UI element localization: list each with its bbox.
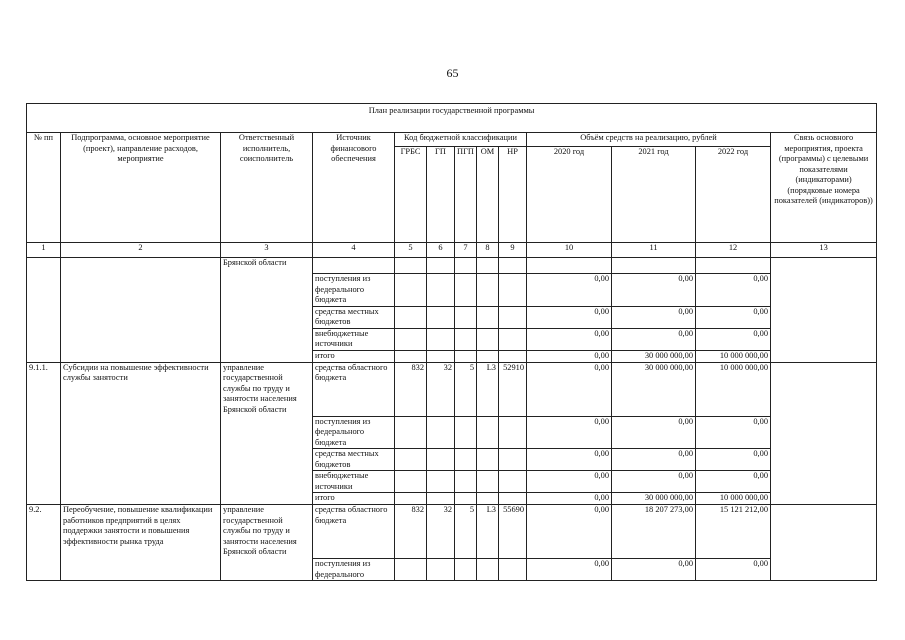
row-link-cell	[771, 362, 877, 505]
col-number: 13	[771, 243, 877, 258]
plan-table	[26, 103, 877, 581]
value-2022: 10 000 000,00	[696, 362, 771, 416]
col-number: 6	[427, 243, 455, 258]
code-om: L3	[477, 362, 499, 416]
col-number: 4	[313, 243, 395, 258]
code-om: L3	[477, 505, 499, 559]
source-cell: средства областного бюджета	[313, 362, 395, 416]
source-cell: поступления из федерального бюджета	[313, 416, 395, 449]
code-pgp: 5	[455, 362, 477, 416]
column-numbers-row	[27, 243, 877, 258]
value-2022: 0,00	[696, 559, 771, 581]
col-number: 9	[499, 243, 527, 258]
col-number: 7	[455, 243, 477, 258]
header-link: Связь основного мероприятия, проекта (программы) с целевыми показателями (индикаторами) (порядковые номера показателей (индикаторов))	[771, 133, 877, 243]
cont-name-cell	[61, 258, 221, 363]
source-cell: внебюджетные источники	[313, 328, 395, 350]
value-2022: 0,00	[696, 449, 771, 471]
cont-link-cell	[771, 258, 877, 363]
header-responsible: Ответственный исполнитель, соисполнитель	[221, 133, 313, 243]
value-2022: 0,00	[696, 328, 771, 350]
value-2022: 15 121 212,00	[696, 505, 771, 559]
header-num: № пп	[27, 133, 61, 243]
cont-responsible: Брянской области	[221, 258, 313, 363]
col-number: 5	[395, 243, 427, 258]
table-title: План реализации государственной программы	[27, 104, 877, 133]
source-cell: поступления из федерального	[313, 559, 395, 581]
value-2022: 0,00	[696, 471, 771, 493]
value-2021: 0,00	[612, 274, 696, 307]
col-number: 11	[612, 243, 696, 258]
header-2022: 2022 год	[696, 147, 771, 243]
header-grbs: ГРБС	[395, 147, 427, 243]
header-np: НР	[499, 147, 527, 243]
value-2021: 30 000 000,00	[612, 350, 696, 362]
value-2020: 0,00	[527, 362, 612, 416]
header-budget-code: Код бюджетной классификации	[395, 133, 527, 147]
value-2020: 0,00	[527, 350, 612, 362]
row-name: Переобучение, повышение квалификации работников предприятий в целях поддержки занятости и повышения эффективности рынка труда	[61, 505, 221, 581]
col-number: 2	[61, 243, 221, 258]
cont-num-cell	[27, 258, 61, 363]
value-2020: 0,00	[527, 493, 612, 505]
value-2020: 0,00	[527, 559, 612, 581]
header-source: Источник финансового обеспечения	[313, 133, 395, 243]
row-number: 9.2.	[27, 505, 61, 581]
value-2022: 0,00	[696, 416, 771, 449]
code-gp: 32	[427, 505, 455, 559]
value-2021: 0,00	[612, 416, 696, 449]
value-2021: 0,00	[612, 328, 696, 350]
header-2020: 2020 год	[527, 147, 612, 243]
col-number: 3	[221, 243, 313, 258]
row-name: Субсидии на повышение эффективности службы занятости	[61, 362, 221, 505]
col-number: 1	[27, 243, 61, 258]
value-2020: 0,00	[527, 449, 612, 471]
value-2020: 0,00	[527, 328, 612, 350]
code-np: 55690	[499, 505, 527, 559]
code-grbs: 832	[395, 362, 427, 416]
value-2022: 10 000 000,00	[696, 493, 771, 505]
code-pgp: 5	[455, 505, 477, 559]
value-2021: 0,00	[612, 306, 696, 328]
header-om: ОМ	[477, 147, 499, 243]
value-2021: 0,00	[612, 449, 696, 471]
header-funds: Объём средств на реализацию, рублей	[527, 133, 771, 147]
col-number: 12	[696, 243, 771, 258]
value-2022: 0,00	[696, 306, 771, 328]
source-cell: средства местных бюджетов	[313, 306, 395, 328]
value-2020: 0,00	[527, 306, 612, 328]
header-pgp: ПГП	[455, 147, 477, 243]
code-grbs: 832	[395, 505, 427, 559]
value-2020: 0,00	[527, 416, 612, 449]
value-2021: 30 000 000,00	[612, 362, 696, 416]
row-responsible: управление государственной службы по труду и занятости населения Брянской области	[221, 505, 313, 581]
source-cell: поступления из федерального бюджета	[313, 274, 395, 307]
table-row	[27, 505, 877, 559]
value-2021: 30 000 000,00	[612, 493, 696, 505]
page-number: 65	[446, 66, 459, 80]
value-2020: 0,00	[527, 274, 612, 307]
source-cell: средства местных бюджетов	[313, 449, 395, 471]
table-row	[27, 362, 877, 416]
value-2021: 0,00	[612, 559, 696, 581]
col-number: 8	[477, 243, 499, 258]
code-gp: 32	[427, 362, 455, 416]
value-2022: 0,00	[696, 274, 771, 307]
row-link-cell	[771, 505, 877, 581]
value-2021: 0,00	[612, 471, 696, 493]
source-cell: итого	[313, 493, 395, 505]
cont-source-empty	[313, 258, 395, 274]
col-number: 10	[527, 243, 612, 258]
row-number: 9.1.1.	[27, 362, 61, 505]
header-gp: ГП	[427, 147, 455, 243]
header-2021: 2021 год	[612, 147, 696, 243]
source-cell: средства областного бюджета	[313, 505, 395, 559]
value-2020: 0,00	[527, 505, 612, 559]
source-cell: итого	[313, 350, 395, 362]
header-subprogram: Подпрограмма, основное мероприятие (проект), направление расходов, мероприятие	[61, 133, 221, 243]
code-np: 52910	[499, 362, 527, 416]
row-responsible: управление государственной службы по труду и занятости населения Брянской области	[221, 362, 313, 505]
value-2020: 0,00	[527, 471, 612, 493]
value-2022: 10 000 000,00	[696, 350, 771, 362]
value-2021: 18 207 273,00	[612, 505, 696, 559]
source-cell: внебюджетные источники	[313, 471, 395, 493]
table-row	[27, 258, 877, 274]
plan-table-container	[26, 103, 876, 581]
